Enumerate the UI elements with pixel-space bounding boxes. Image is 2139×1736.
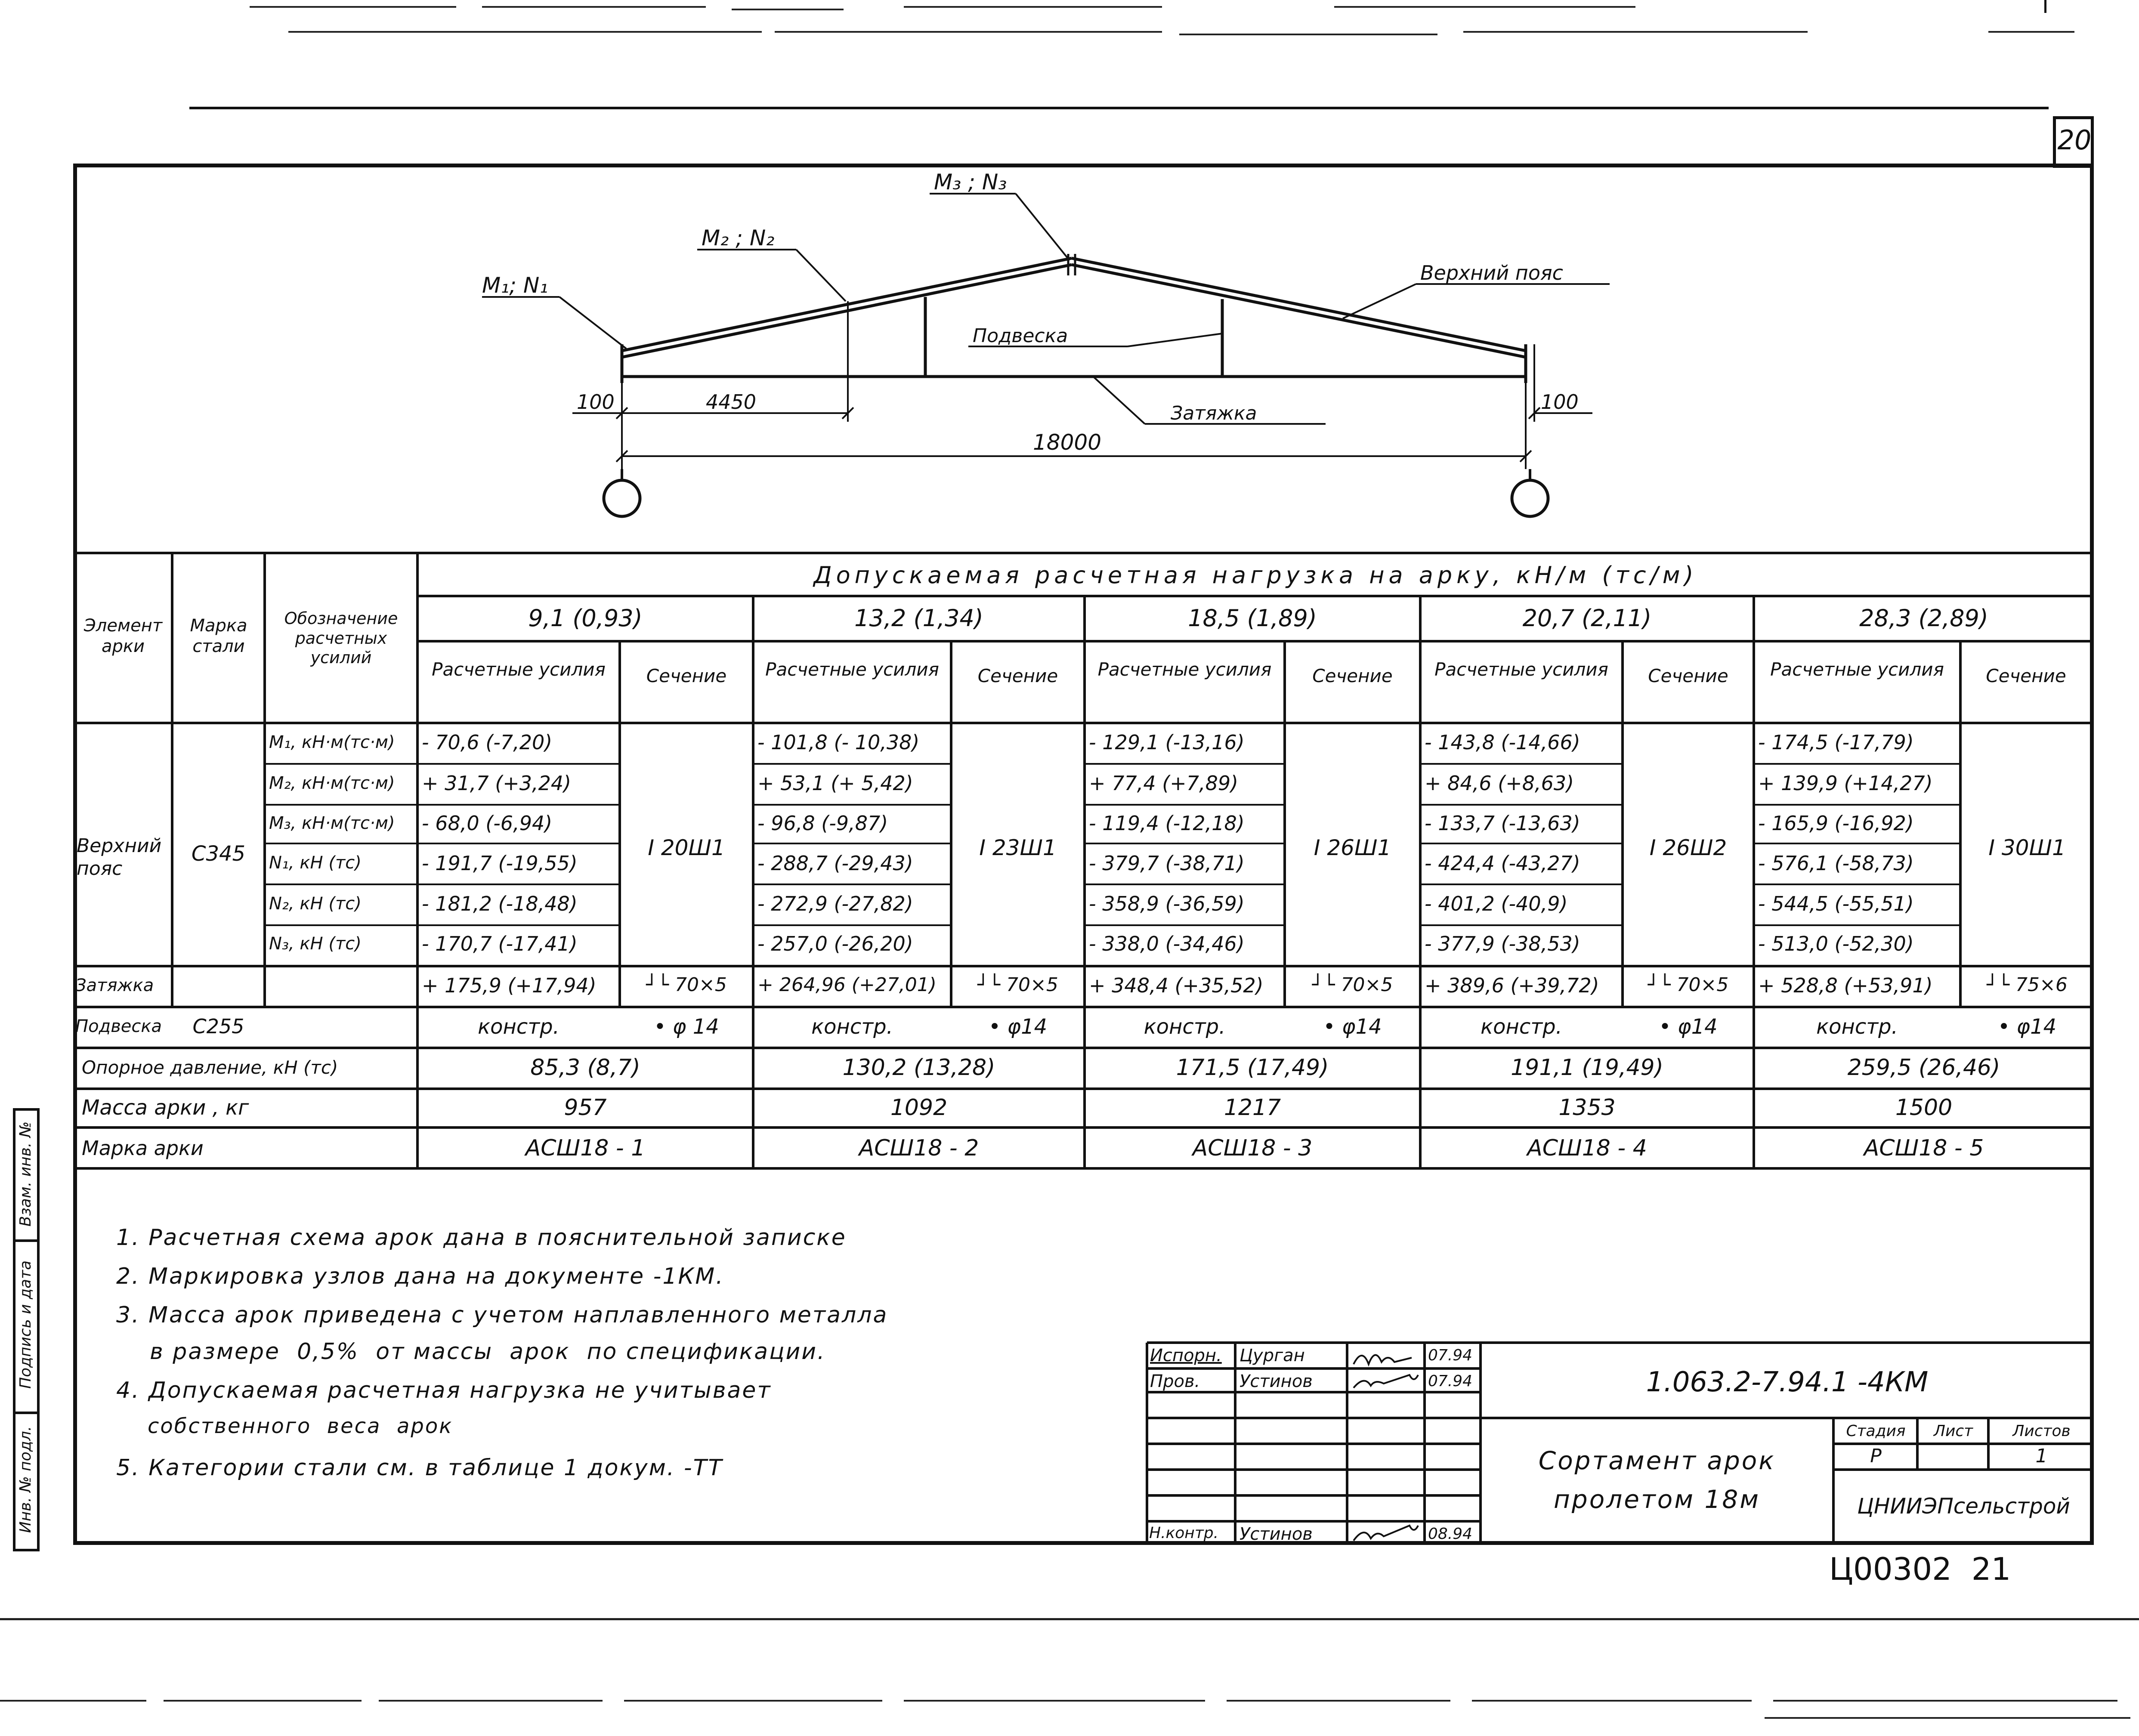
element-tie: Затяжка (75, 976, 154, 995)
tie-force: + 175,9 (+17,94) (422, 974, 597, 997)
steel-c345: С345 (191, 842, 246, 866)
force-cell: - 379,7 (-38,71) (1089, 852, 1245, 875)
sheets-value: 1 (2035, 1445, 2048, 1467)
force-cell: - 257,0 (-26,20) (757, 932, 913, 955)
force-cell: - 272,9 (-27,82) (757, 892, 913, 915)
mark-value: АСШ18 - 2 (859, 1135, 979, 1161)
force-cell: + 31,7 (+3,24) (422, 772, 572, 795)
strip-label-signature: Подпись и дата (17, 1260, 34, 1389)
tie-force: + 528,8 (+53,91) (1758, 974, 1933, 997)
force-cell: - 401,2 (-40,9) (1425, 892, 1568, 915)
mark-label: Марка арки (82, 1137, 204, 1160)
label-m1n1: M₁; N₁ (482, 273, 548, 298)
designation-n3: N₃, кН (тс) (269, 934, 362, 954)
label-dim-4450: 4450 (706, 390, 757, 414)
sub-forces-4: Расчетные усилия (1434, 659, 1608, 680)
sub-forces-5: Расчетные усилия (1770, 659, 1944, 680)
force-cell: - 544,5 (-55,51) (1758, 892, 1914, 915)
sub-section-2: Сечение (977, 665, 1058, 686)
force-cell: - 513,0 (-52,30) (1758, 932, 1914, 955)
load-header-3: 18,5 (1,89) (1188, 605, 1317, 632)
designation-n1: N₁, кН (тс) (269, 853, 362, 873)
mass-value: 957 (564, 1095, 607, 1121)
label-m2n2: M₂ ; N₂ (702, 225, 775, 250)
tie-force: + 389,6 (+39,72) (1425, 974, 1599, 997)
note-4a: 4. Допускаемая расчетная нагрузка не учитывает (116, 1378, 772, 1403)
sub-section-4: Сечение (1648, 665, 1728, 686)
tie-force: + 348,4 (+35,52) (1089, 974, 1264, 997)
force-cell: - 119,4 (-12,18) (1089, 812, 1245, 835)
hanger-force: констр. (478, 1015, 559, 1039)
force-cell: - 101,8 (- 10,38) (757, 731, 920, 754)
tb-name-5: Устинов (1240, 1524, 1313, 1544)
force-cell: - 338,0 (-34,46) (1089, 932, 1245, 955)
force-cell: - 191,7 (-19,55) (422, 852, 578, 875)
hanger-section: • φ 14 (654, 1015, 719, 1039)
sub-section-5: Сечение (1986, 665, 2066, 686)
load-header-4: 20,7 (2,11) (1522, 605, 1652, 632)
mass-value: 1500 (1895, 1095, 1953, 1121)
hanger-section: • φ14 (1323, 1015, 1382, 1039)
hanger-force: констр. (1816, 1015, 1898, 1039)
mass-label: Масса арки , кг (82, 1096, 249, 1120)
force-cell: - 68,0 (-6,94) (422, 812, 553, 835)
force-cell: - 133,7 (-13,63) (1425, 812, 1580, 835)
hanger-force: констр. (811, 1015, 893, 1039)
label-tie: Затяжка (1171, 402, 1257, 424)
mark-value: АСШ18 - 4 (1527, 1135, 1647, 1161)
section-top-chord-4: I 26Ш2 (1649, 835, 1727, 860)
load-header-5: 28,3 (2,89) (1859, 605, 1988, 632)
note-1: 1. Расчетная схема арок дана в пояснительной записке (116, 1225, 847, 1251)
tb-date-0: 07.94 (1428, 1347, 1473, 1364)
mass-value: 1092 (890, 1095, 948, 1121)
force-cell: - 424,4 (-43,27) (1425, 852, 1580, 875)
strip-label-original: Инв. № подл. (17, 1426, 34, 1533)
sub-forces-1: Расчетные усилия (432, 659, 606, 680)
steel-c255: С255 (192, 1015, 244, 1038)
designation-m3: M₃, кН·м(тс·м) (269, 813, 395, 833)
support-value: 85,3 (8,7) (530, 1055, 640, 1081)
table-main-header: Допускаемая расчетная нагрузка на арку, кН/м (тс/м) (813, 562, 1698, 589)
label-dim-100-right: 100 (1541, 390, 1579, 414)
stage-label: Стадия (1846, 1422, 1906, 1440)
mark-value: АСШ18 - 5 (1864, 1135, 1984, 1161)
force-cell: - 129,1 (-13,16) (1089, 731, 1245, 754)
label-m3n3: M₃ ; N₃ (934, 170, 1007, 195)
tb-role-0: Испорн. (1150, 1346, 1222, 1365)
note-4b: собственного веса арок (116, 1414, 453, 1438)
sheet-label: Лист (1933, 1422, 1973, 1440)
note-2: 2. Маркировка узлов дана на документе -1КМ. (116, 1263, 724, 1289)
sub-section-3: Сечение (1312, 665, 1393, 686)
force-cell: - 96,8 (-9,87) (757, 812, 888, 835)
mass-value: 1217 (1224, 1095, 1281, 1121)
support-value: 259,5 (26,46) (1847, 1055, 2000, 1081)
tie-section: ┘└ 70×5 (1312, 974, 1393, 996)
hanger-section: • φ14 (988, 1015, 1048, 1039)
label-top-chord: Верхний пояс (1420, 261, 1563, 284)
support-value: 171,5 (17,49) (1176, 1055, 1329, 1081)
note-3b: в размере 0,5% от массы арок по спецификации. (116, 1339, 826, 1365)
section-top-chord-2: I 23Ш1 (979, 835, 1057, 860)
tb-role-5: Н.контр. (1149, 1524, 1219, 1542)
force-cell: + 84,6 (+8,63) (1425, 772, 1574, 795)
force-cell: - 288,7 (-29,43) (757, 852, 913, 875)
force-cell: - 576,1 (-58,73) (1758, 852, 1914, 875)
tb-role-1: Пров. (1150, 1372, 1200, 1391)
tb-date-1: 07.94 (1428, 1372, 1473, 1390)
section-top-chord-3: I 26Ш1 (1314, 835, 1391, 860)
tb-date-5: 08.94 (1428, 1525, 1473, 1543)
sheet-number: 20 (2057, 124, 2092, 156)
tie-section: ┘└ 70×5 (977, 974, 1058, 996)
tb-name-0: Цурган (1240, 1346, 1305, 1365)
tie-force: + 264,96 (+27,01) (757, 974, 937, 996)
mark-value: АСШ18 - 1 (525, 1135, 646, 1161)
designation-m2: M₂, кН·м(тс·м) (269, 773, 395, 793)
force-cell: + 77,4 (+7,89) (1089, 772, 1239, 795)
bottom-stamp: Ц00302 21 (1829, 1551, 2011, 1587)
force-cell: - 377,9 (-38,53) (1425, 932, 1580, 955)
hanger-section: • φ14 (1659, 1015, 1718, 1039)
header-element: Элемент арки (83, 616, 163, 656)
sub-section-1: Сечение (646, 665, 727, 686)
tie-section: ┘└ 70×5 (646, 974, 727, 996)
force-cell: + 53,1 (+ 5,42) (757, 772, 913, 795)
support-value: 191,1 (19,49) (1511, 1055, 1663, 1081)
tb-name-1: Устинов (1240, 1372, 1313, 1391)
force-cell: - 70,6 (-7,20) (422, 731, 553, 754)
hanger-force: констр. (1481, 1015, 1562, 1039)
title-line-2: пролетом 18м (1554, 1485, 1760, 1514)
force-cell: - 174,5 (-17,79) (1758, 731, 1914, 754)
force-cell: - 165,9 (-16,92) (1758, 812, 1914, 835)
force-cell: - 181,2 (-18,48) (422, 892, 578, 915)
label-hanger: Подвеска (973, 325, 1068, 347)
section-top-chord-5: I 30Ш1 (1988, 835, 2066, 860)
mass-value: 1353 (1558, 1095, 1616, 1121)
hanger-section: • φ14 (1997, 1015, 2057, 1039)
hanger-force: констр. (1144, 1015, 1226, 1039)
mark-value: АСШ18 - 3 (1192, 1135, 1313, 1161)
sub-forces-2: Расчетные усилия (765, 659, 939, 680)
support-pressure-label: Опорное давление, кН (тс) (82, 1057, 338, 1078)
force-cell: - 170,7 (-17,41) (422, 932, 578, 955)
force-cell: - 358,9 (-36,59) (1089, 892, 1245, 915)
sheets-label: Листов (2012, 1422, 2071, 1440)
force-cell: - 143,8 (-14,66) (1425, 731, 1580, 754)
header-designation: Обозначение расчетных усилий (284, 609, 398, 667)
force-cell: + 139,9 (+14,27) (1758, 772, 1933, 795)
strip-label-replaced: Взам. инв. № (17, 1121, 34, 1227)
load-header-2: 13,2 (1,34) (854, 605, 983, 632)
designation-m1: M₁, кН·м(тс·м) (269, 732, 395, 752)
element-top-chord: Верхний пояс (77, 835, 162, 880)
note-5: 5. Категории стали см. в таблице 1 докум. -ТТ (116, 1455, 723, 1481)
load-header-1: 9,1 (0,93) (528, 605, 643, 632)
tie-section: ┘└ 70×5 (1648, 974, 1729, 996)
doc-code: 1.063.2-7.94.1 -4КМ (1646, 1366, 1929, 1398)
header-steel: Марка стали (190, 616, 247, 656)
tie-section: ┘└ 75×6 (1987, 974, 2068, 996)
note-3a: 3. Масса арок приведена с учетом наплавленного металла (116, 1302, 888, 1328)
support-value: 130,2 (13,28) (842, 1055, 995, 1081)
title-line-1: Сортамент арок (1538, 1446, 1776, 1475)
sub-forces-3: Расчетные усилия (1097, 659, 1272, 680)
element-hanger: Подвеска (75, 1016, 162, 1036)
label-dim-span: 18000 (1033, 430, 1102, 455)
section-top-chord-1: I 20Ш1 (648, 835, 725, 860)
label-dim-100-left: 100 (577, 390, 615, 414)
organization: ЦНИИЭПсельстрой (1857, 1494, 2070, 1519)
designation-n2: N₂, кН (тс) (269, 894, 362, 914)
stage-value: Р (1870, 1445, 1882, 1467)
